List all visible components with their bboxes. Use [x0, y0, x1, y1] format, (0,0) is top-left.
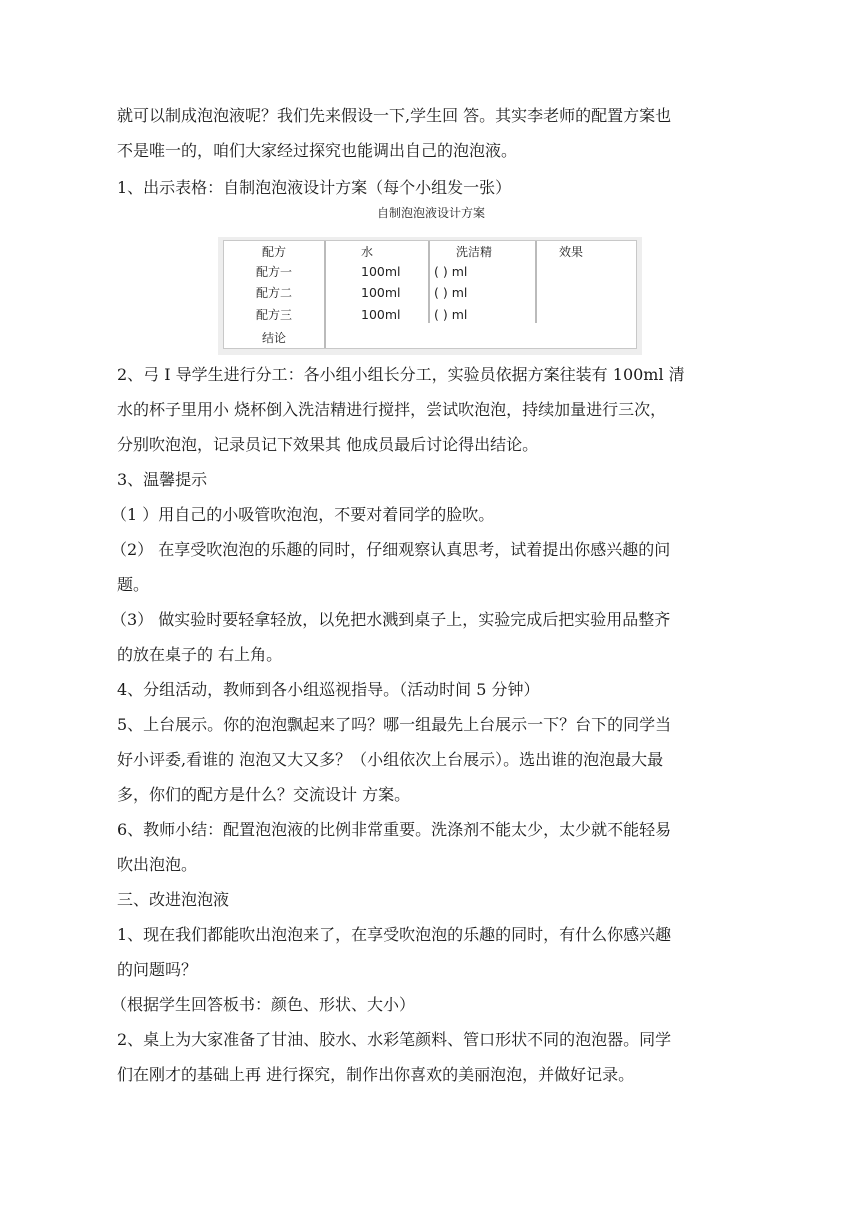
tip-1: （1 ）用自己的小吸管吹泡泡，不要对着同学的脸吹。	[111, 505, 495, 524]
intro-line-1: 就可以制成泡泡液呢？我们先来假设一下,学生回 答。其实李老师的配置方案也	[117, 106, 672, 125]
column-effect	[537, 241, 637, 348]
detergent-value: ( ) ml	[434, 264, 468, 279]
tip-2-line-1: （2） 在享受吹泡泡的乐趣的同时，仔细观察认真思考，试着提出你感兴趣的问	[111, 540, 671, 559]
section-3-note: （根据学生回答板书：颜色、形状、大小）	[111, 995, 416, 1014]
column-detergent	[430, 241, 534, 348]
step-2-line-3: 分别吹泡泡，记录员记下效果其 他成员最后讨论得出结论。	[117, 435, 539, 454]
tip-3-line-1: （3） 做实验时要轻拿轻放，以免把水溅到桌子上，实验完成后把实验用品整齐	[111, 610, 671, 629]
column-water	[325, 241, 427, 348]
detergent-value: ( ) ml	[434, 307, 468, 322]
step-5-line-3: 多，你们的配方是什么？交流设计 方案。	[117, 785, 411, 804]
section-3-item-2-line-1: 2、桌上为大家准备了甘油、胶水、水彩笔颜料、管口形状不同的泡泡器。同学	[117, 1030, 672, 1049]
water-value: 100ml	[361, 264, 401, 279]
step-6-line-1: 6、教师小结：配置泡泡液的比例非常重要。洗涤剂不能太少，太少就不能轻易	[117, 820, 672, 839]
step-5-line-2: 好小评委,看谁的 泡泡又大又多？（小组依次上台展示）。选出谁的泡泡最大最	[117, 750, 664, 769]
step-5-line-1: 5、上台展示。你的泡泡飘起来了吗？哪一组最先上台展示一下？台下的同学当	[117, 715, 672, 734]
step-3: 3、温馨提示	[117, 470, 208, 489]
row-label: 配方二	[255, 286, 292, 300]
intro-line-2: 不是唯一的，咱们大家经过探究也能调出自己的泡泡液。	[117, 141, 518, 160]
step-1: 1、出示表格：自制泡泡液设计方案（每个小组发一张）	[117, 178, 512, 197]
detergent-value: ( ) ml	[434, 285, 468, 300]
conclusion-label: 结论	[261, 331, 286, 345]
table-frame	[218, 237, 642, 355]
section-3-item-1-line-1: 1、现在我们都能吹出泡泡来了，在享受吹泡泡的乐趣的同时，有什么你感兴趣	[117, 925, 672, 944]
header-water: 水	[361, 245, 374, 259]
document-body	[111, 98, 745, 1092]
step-6-line-2: 吹出泡泡。	[117, 855, 198, 874]
row-label: 配方三	[255, 308, 292, 322]
section-3-item-2-line-2: 们在刚才的基础上再 进行探究，制作出你喜欢的美丽泡泡，并做好记录。	[117, 1065, 635, 1084]
step-4: 4、分组活动，教师到各小组巡视指导。（活动时间 5 分钟）	[117, 680, 540, 699]
design-table	[223, 240, 637, 349]
step-2-line-2: 水的杯子里用小 烧杯倒入洗洁精进行搅拌，尝试吹泡泡，持续加量进行三次，	[117, 400, 667, 419]
step-2-line-1: 2、弓 I 导学生进行分工：各小组小组长分工，实验员依据方案往装有 100ml 清	[117, 365, 685, 384]
water-value: 100ml	[361, 307, 401, 322]
design-table-figure	[117, 205, 745, 357]
table-title: 自制泡泡液设计方案	[376, 206, 485, 220]
section-3-heading: 三、改进泡泡液	[117, 890, 230, 909]
tip-3-line-2: 的放在桌子的 右上角。	[117, 645, 283, 664]
header-recipe: 配方	[261, 245, 286, 259]
column-recipe	[224, 241, 324, 348]
row-label: 配方一	[255, 265, 292, 279]
header-detergent: 洗洁精	[456, 245, 493, 259]
tip-2-line-2: 题。	[117, 575, 150, 594]
header-effect: 效果	[559, 245, 584, 259]
water-value: 100ml	[361, 285, 401, 300]
section-3-item-1-line-2: 的问题吗？	[117, 960, 198, 979]
